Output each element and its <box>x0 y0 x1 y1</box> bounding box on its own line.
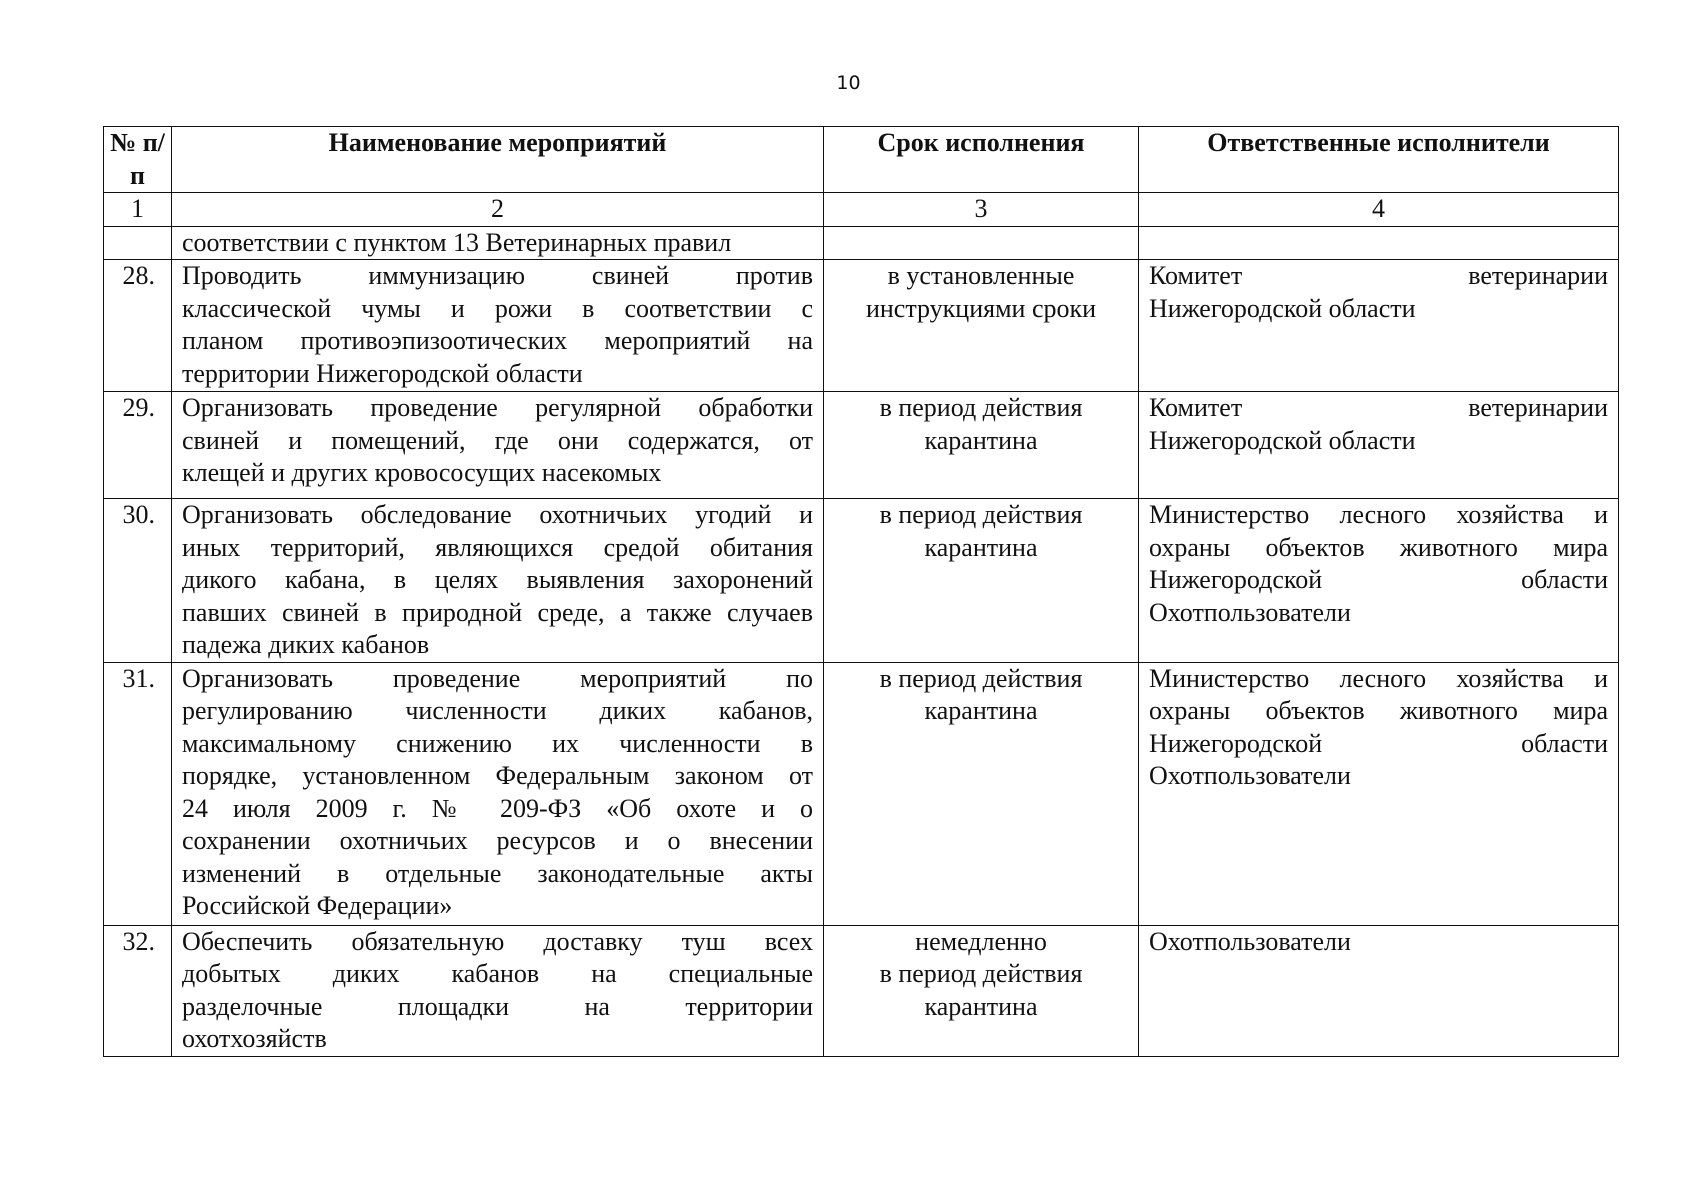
cell-term <box>824 392 1139 499</box>
table-row <box>104 260 1619 392</box>
cell-name <box>172 662 824 925</box>
column-number: 3 <box>824 193 1139 227</box>
table-row <box>104 925 1619 1056</box>
cell-term-line: карантина <box>924 991 1038 1021</box>
cell-name-line: дикого кабана, в целях выявления захоронений <box>182 565 813 594</box>
cell-resp-line: охраны объектов животного мира <box>1149 696 1608 725</box>
cell-name-line: клещей и других кровососущих насекомых <box>182 458 662 487</box>
column-number: 1 <box>104 193 172 227</box>
cell-name-line: сохранении охотничьих ресурсов и о внесении <box>182 826 813 855</box>
cell-resp <box>1139 499 1619 663</box>
cell-name-line: территории Нижегородской области <box>182 358 583 388</box>
cell-term-line: карантина <box>924 696 1038 725</box>
cell-term-line: в период действия <box>879 500 1083 529</box>
cell-resp-line: Нижегородской области <box>1149 293 1416 323</box>
cell-num: 32. <box>104 925 172 1056</box>
cell-name-line: 24 июля 2009 г. № 209-ФЗ «Об охоте и о <box>182 793 813 823</box>
cell-term <box>824 260 1139 392</box>
cell-resp-line: Нижегородской области <box>1149 728 1608 758</box>
cell-name-line: Российской Федерации» <box>182 891 453 920</box>
cell-resp-line: охраны объектов животного мира <box>1149 532 1608 562</box>
cell-term-line: в период действия <box>879 663 1083 693</box>
cell-term-line: карантина <box>924 425 1038 455</box>
page-number: 10 <box>836 72 861 94</box>
cell-name-line: Обеспечить обязательную доставку туш всех <box>182 926 813 956</box>
cell-num: 29. <box>104 392 172 499</box>
column-number: 4 <box>1139 193 1619 227</box>
cell-resp <box>1139 662 1619 925</box>
table-row <box>104 662 1619 925</box>
cell-resp-line: Комитет ветеринарии <box>1149 261 1608 290</box>
cell-resp-line: Нижегородской области <box>1149 565 1608 594</box>
cell-name <box>172 925 824 1056</box>
cell-resp <box>1139 392 1619 499</box>
header-row <box>104 127 1619 193</box>
cell-name <box>172 392 824 499</box>
cell-term <box>824 226 1139 260</box>
cell-name-line: порядке, установленном Федеральным законом от <box>182 761 813 790</box>
cell-name-line: добытых диких кабанов на специальные <box>182 959 813 988</box>
cell-name-line: свиней и помещений, где они содержатся, от <box>182 425 813 455</box>
cell-resp-line: Нижегородской области <box>1149 425 1416 455</box>
cell-name-line: изменений в отдельные законодательные акты <box>182 858 813 888</box>
cell-name-line: Организовать проведение регулярной обработки <box>182 393 813 422</box>
header-num: № п/п <box>104 127 172 193</box>
cell-name-line: разделочные площадки на территории <box>182 991 813 1021</box>
cell-name-line: иных территорий, являющихся средой обитания <box>182 532 813 562</box>
continuation-row <box>104 226 1619 260</box>
column-number: 2 <box>172 193 824 227</box>
cell-name-line: Организовать проведение мероприятий по <box>182 663 813 693</box>
header-term: Срок исполнения <box>824 127 1139 193</box>
cell-name: соответствии с пунктом 13 Ветеринарных правил <box>172 226 824 260</box>
header-name: Наименование мероприятий <box>172 127 824 193</box>
cell-name-line: Проводить иммунизацию свиней против <box>182 261 813 290</box>
cell-name-line: планом противоэпизоотических мероприятий на <box>182 326 813 355</box>
cell-num: 30. <box>104 499 172 663</box>
cell-name-line: падежа диких кабанов <box>182 630 430 659</box>
cell-term <box>824 662 1139 925</box>
cell-resp-line: Министерство лесного хозяйства и <box>1149 663 1608 693</box>
table-row <box>104 392 1619 499</box>
cell-name <box>172 260 824 392</box>
cell-name-line: Организовать обследование охотничьих угодий и <box>182 500 813 529</box>
cell-term-line: немедленно <box>915 926 1047 956</box>
cell-resp <box>1139 260 1619 392</box>
cell-resp-line: Охотпользователи <box>1149 761 1351 790</box>
column-number-row <box>104 193 1619 227</box>
cell-resp-line: Комитет ветеринарии <box>1149 393 1608 422</box>
cell-term <box>824 499 1139 663</box>
cell-num: 28. <box>104 260 172 392</box>
cell-name-line: максимальному снижению их численности в <box>182 728 813 758</box>
cell-term-line: в период действия <box>879 959 1083 988</box>
cell-term-line: инструкциями сроки <box>865 293 1097 323</box>
cell-term-line: в установленные <box>887 261 1075 290</box>
cell-name-line: классической чумы и рожи в соответствии с <box>182 293 813 323</box>
cell-term <box>824 925 1139 1056</box>
cell-num: 31. <box>104 662 172 925</box>
header-resp: Ответственные исполнители <box>1139 127 1619 193</box>
cell-resp <box>1139 226 1619 260</box>
cell-resp <box>1139 925 1619 1056</box>
cell-name-line: регулированию численности диких кабанов, <box>182 696 813 725</box>
cell-num <box>104 226 172 260</box>
cell-resp-line: Министерство лесного хозяйства и <box>1149 500 1608 529</box>
cell-resp-line: Охотпользователи <box>1149 926 1351 956</box>
cell-name-line: охотхозяйств <box>182 1024 327 1053</box>
cell-name-line: павших свиней в природной среде, а также случаев <box>182 597 813 627</box>
cell-name <box>172 499 824 663</box>
cell-term-line: карантина <box>924 532 1038 562</box>
cell-term-line: в период действия <box>879 393 1083 422</box>
measures-table <box>103 126 1619 1057</box>
cell-resp-line: Охотпользователи <box>1149 597 1351 627</box>
table-row <box>104 499 1619 663</box>
